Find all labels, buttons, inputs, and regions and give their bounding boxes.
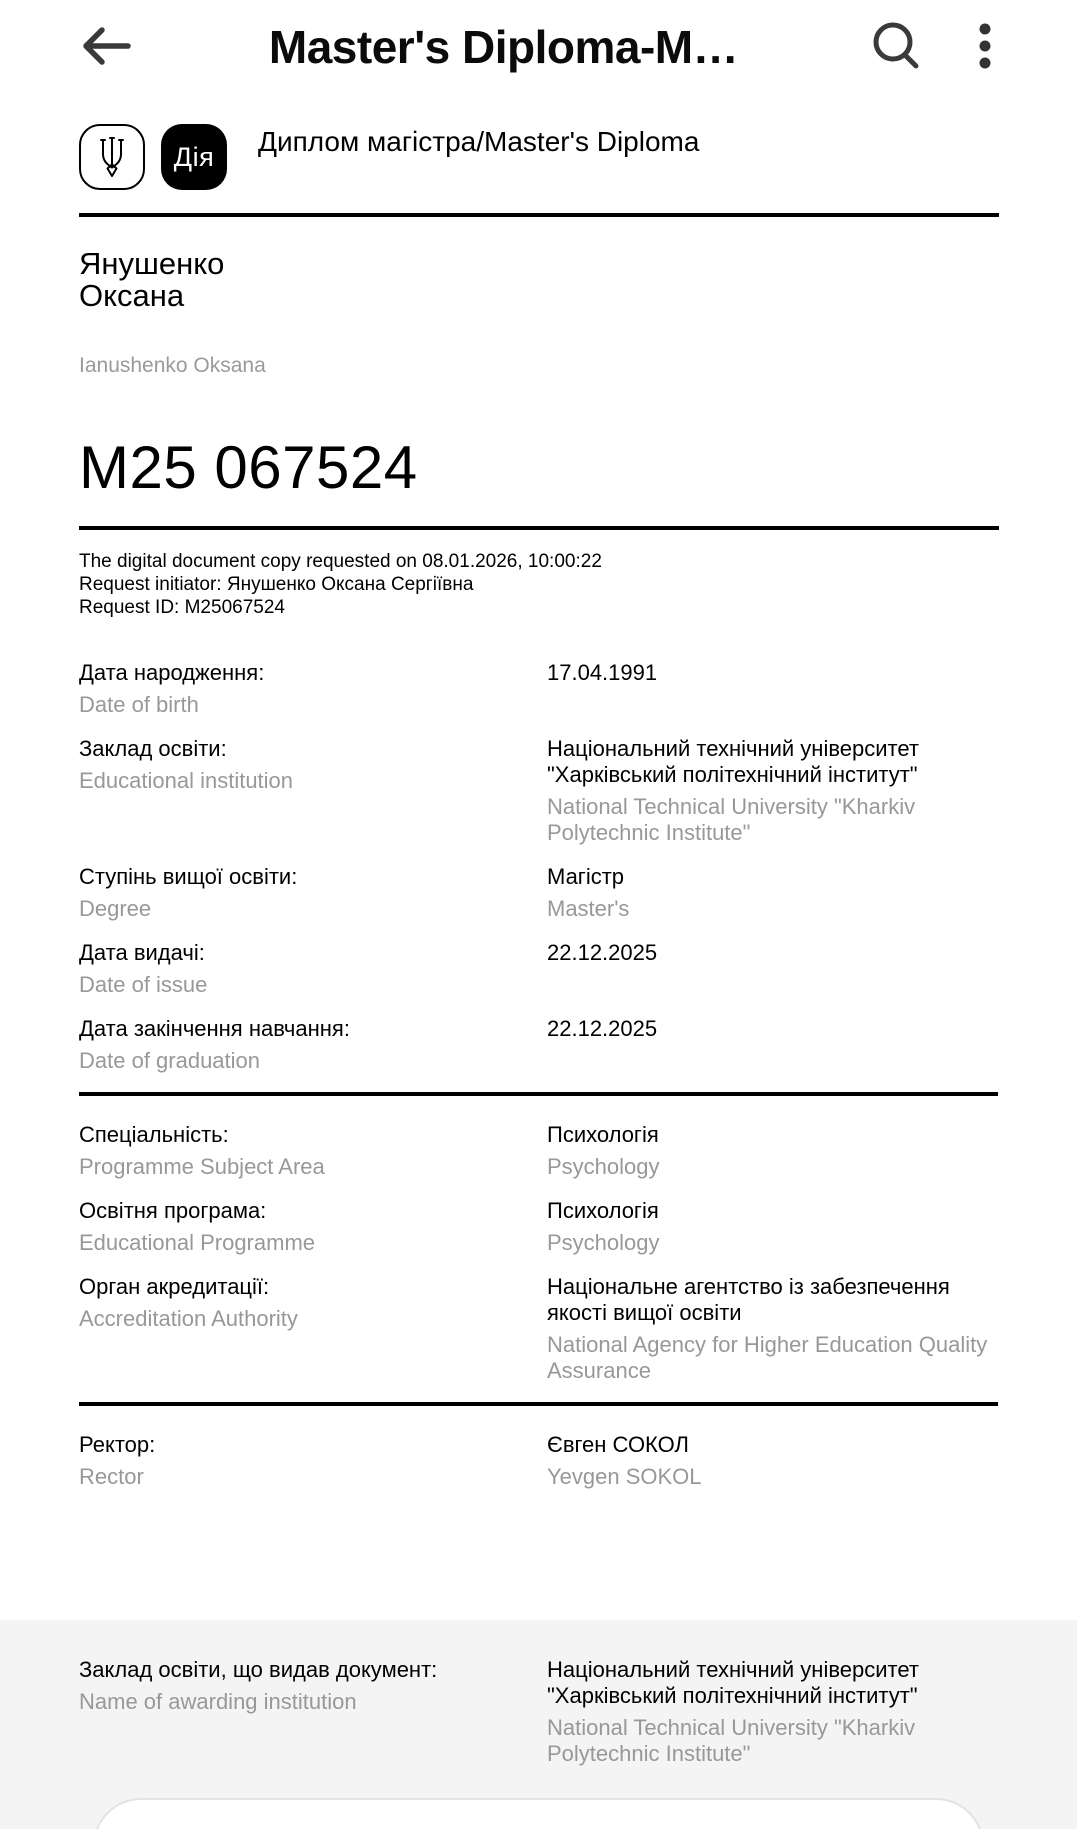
- field-label-en: Date of birth: [79, 692, 199, 717]
- field-label: [79, 1274, 547, 1384]
- field-label-en: Educational institution: [79, 768, 294, 793]
- field-label: [79, 660, 547, 718]
- field-row-date-of-issue: [79, 940, 998, 998]
- field-value: [547, 1274, 998, 1384]
- field-value: [547, 940, 998, 998]
- field-row-degree: [79, 864, 998, 922]
- field-label-ua: Заклад освіти, що видав документ:: [79, 1657, 438, 1682]
- field-label: [79, 1016, 547, 1074]
- field-label-ua: Заклад освіти:: [79, 736, 227, 761]
- field-value: [547, 1016, 998, 1074]
- field-label-ua: Ступінь вищої освіти:: [79, 864, 298, 889]
- field-row-date-of-birth: [79, 660, 998, 718]
- field-label-ua: Орган акредитації:: [79, 1274, 270, 1299]
- request-info-line: The digital document copy requested on 08.01.2026, 10:00:22: [79, 551, 602, 572]
- field-value-en: National Technical University "Kharkiv Polytechnic Institute": [547, 794, 916, 845]
- divider: [79, 213, 999, 217]
- field-label: [79, 940, 547, 998]
- field-value-en: National Agency for Higher Education Quality Assurance: [547, 1332, 988, 1383]
- kebab-menu-icon: [979, 23, 991, 72]
- app-bar: [0, 0, 1077, 94]
- field-row-educational-institution: [79, 736, 998, 846]
- field-row-awarding-institution: [79, 1657, 998, 1767]
- field-label: [79, 1122, 547, 1180]
- field-value-ua: 22.12.2025: [547, 940, 658, 965]
- field-label-en: Date of issue: [79, 972, 208, 997]
- search-button[interactable]: [871, 21, 921, 74]
- field-value-ua: Психологія: [547, 1122, 659, 1147]
- field-label-en: Programme Subject Area: [79, 1154, 325, 1179]
- request-info: [79, 550, 998, 619]
- ukraine-trident-icon: [79, 124, 145, 190]
- divider: [79, 1092, 998, 1096]
- field-label: [79, 1657, 547, 1767]
- field-label-en: Rector: [79, 1464, 144, 1489]
- back-button[interactable]: [76, 24, 136, 70]
- field-label: [79, 1432, 547, 1490]
- divider: [79, 526, 999, 530]
- holder-name: [79, 248, 998, 312]
- document-type-title: Диплом магістра/Master's Diploma: [258, 126, 700, 157]
- bottom-section: [0, 1620, 1077, 1829]
- holder-name-line2: Оксана: [79, 278, 185, 313]
- field-label: [79, 736, 547, 846]
- holder-name-line1: Янушенко: [79, 246, 225, 281]
- field-value-ua: Магістр: [547, 864, 625, 889]
- request-info-line: Request initiator: Янушенко Оксана Сергіївна: [79, 574, 474, 595]
- holder-name-latin: Ianushenko Oksana: [79, 354, 266, 377]
- field-label-ua: Дата закінчення навчання:: [79, 1016, 350, 1041]
- field-value: [547, 1122, 998, 1180]
- field-value-ua: Євген СОКОЛ: [547, 1432, 689, 1457]
- field-label-en: Accreditation Authority: [79, 1306, 298, 1331]
- field-value-ua: 17.04.1991: [547, 660, 658, 685]
- bottom-sheet[interactable]: [93, 1798, 984, 1829]
- field-label-en: Name of awarding institution: [79, 1689, 357, 1714]
- divider: [79, 1402, 998, 1406]
- field-label-ua: Ректор:: [79, 1432, 156, 1457]
- field-value-ua: Національне агентство із забезпечення якості вищої освіти: [547, 1274, 950, 1325]
- field-label-ua: Освітня програма:: [79, 1198, 267, 1223]
- field-value-en: Psychology: [547, 1154, 660, 1179]
- field-value-en: Master's: [547, 896, 630, 921]
- request-info-line: Request ID: M25067524: [79, 597, 285, 618]
- diia-logo: Дія: [161, 124, 227, 190]
- search-icon: [871, 21, 921, 74]
- field-label: [79, 1198, 547, 1256]
- page-title: Master's Diploma-M…: [268, 21, 739, 73]
- field-value: [547, 1198, 998, 1256]
- field-label-ua: Дата народження:: [79, 660, 265, 685]
- field-value: [547, 660, 998, 718]
- document-header: [79, 124, 999, 190]
- field-value: [547, 1432, 998, 1490]
- field-row-date-of-graduation: [79, 1016, 998, 1074]
- field-value-ua: Національний технічний університет "Харківський політехнічний інститут": [547, 736, 919, 787]
- field-value-en: Psychology: [547, 1230, 660, 1255]
- field-label-ua: Спеціальність:: [79, 1122, 229, 1147]
- field-value: [547, 864, 998, 922]
- fields-list: [79, 660, 998, 1490]
- field-label-en: Degree: [79, 896, 152, 921]
- field-label-ua: Дата видачі:: [79, 940, 205, 965]
- field-value: [547, 736, 998, 846]
- field-row-rector: [79, 1432, 998, 1490]
- back-arrow-icon: [76, 23, 134, 72]
- field-value-ua: Національний технічний університет "Харківський політехнічний інститут": [547, 1657, 919, 1708]
- field-row-programme-subject-area: [79, 1122, 998, 1180]
- field-value-ua: 22.12.2025: [547, 1016, 658, 1041]
- field-value-en: Yevgen SOKOL: [547, 1464, 702, 1489]
- menu-button[interactable]: [979, 23, 991, 72]
- field-value-en: National Technical University "Kharkiv Polytechnic Institute": [547, 1715, 916, 1766]
- field-label-en: Educational Programme: [79, 1230, 316, 1255]
- field-value: [547, 1657, 998, 1767]
- field-label: [79, 864, 547, 922]
- document-number: М25 067524: [79, 434, 418, 501]
- field-label-en: Date of graduation: [79, 1048, 261, 1073]
- field-row-accreditation-authority: [79, 1274, 998, 1384]
- field-value-ua: Психологія: [547, 1198, 659, 1223]
- field-row-educational-programme: [79, 1198, 998, 1256]
